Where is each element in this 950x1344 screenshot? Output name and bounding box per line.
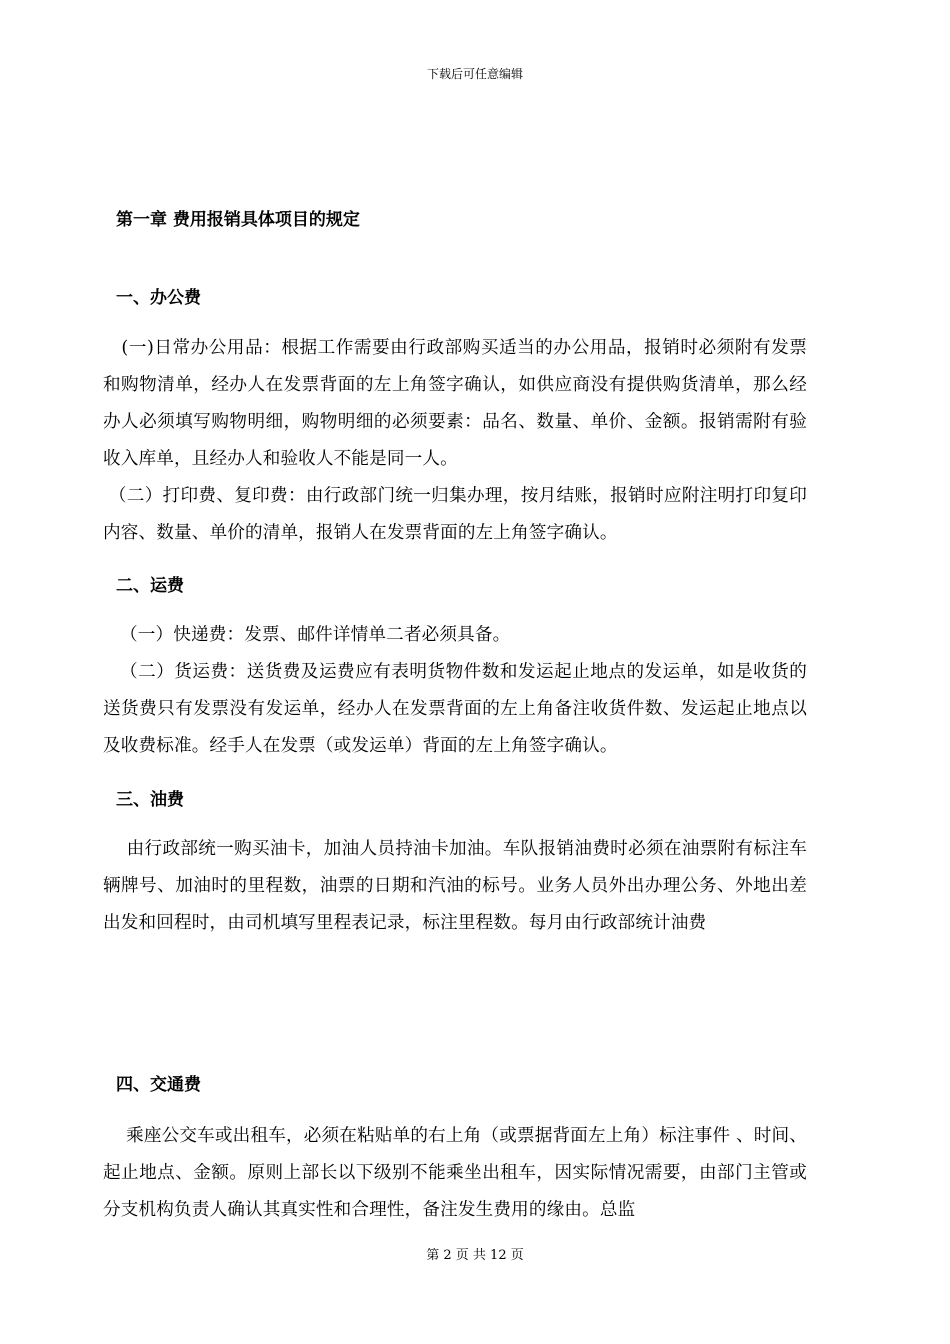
paragraph-express-fees: （一）快递费：发票、邮件详情单二者必须具备。 xyxy=(120,625,511,645)
page-footer: 第 2 页 共 12 页 xyxy=(426,1248,524,1263)
paragraph-shipping-fees: （二）货运费：送货费及运费应有表明货物件数和发运起止地点的发运单，如是收货的送货费只有发票没有发运单，经办人在发票背面的左上角备注收货件数、发运起止地点以及收费标准。经手人在发票（或发运单）背面的左上角签字确认。 xyxy=(103,662,807,756)
page-header: 下载后可任意编辑 xyxy=(426,67,523,81)
chapter-title: 第一章 费用报销具体项目的规定 xyxy=(116,210,360,230)
section-heading-office-expenses: 一、办公费 xyxy=(116,288,201,308)
paragraph-office-supplies: (一)日常办公用品：根据工作需要由行政部购买适当的办公用品，报销时必须附有发票和购物清单，经办人在发票背面的左上角签字确认，如供应商没有提供购货清单，那么经办人必须填写购物明细，购物明细的必须要素：品名、数量、单价、金额。报销需附有验收入库单，且经办人和验收人不能是同一人。 xyxy=(103,338,807,469)
paragraph-fuel-fees: 由行政部统一购买油卡，加油人员持油卡加油。车队报销油费时必须在油票附有标注车辆牌号、加油时的里程数，油票的日期和汽油的标号。业务人员外出办理公务、外地出差出发和回程时，由司机填写里程表记录，标注里程数。每月由行政部统计油费 xyxy=(103,839,807,933)
section-heading-fuel: 三、油费 xyxy=(116,790,184,810)
section-heading-freight: 二、运费 xyxy=(116,576,184,596)
paragraph-printing-fees: （二）打印费、复印费：由行政部门统一归集办理，按月结账，报销时应附注明打印复印内容、数量、单价的清单，报销人在发票背面的左上角签字确认。 xyxy=(103,486,807,543)
paragraph-transportation-fees: 乘座公交车或出租车，必须在粘贴单的右上角（或票据背面左上角）标注事件 、时间、起止地点、金额。原则上部长以下级别不能乘坐出租车，因实际情况需要，由部门主管或分支机构负责人确认其真实性和合理性，备注发生费用的缘由。总监 xyxy=(103,1126,807,1220)
section-heading-transportation: 四、交通费 xyxy=(116,1075,201,1095)
